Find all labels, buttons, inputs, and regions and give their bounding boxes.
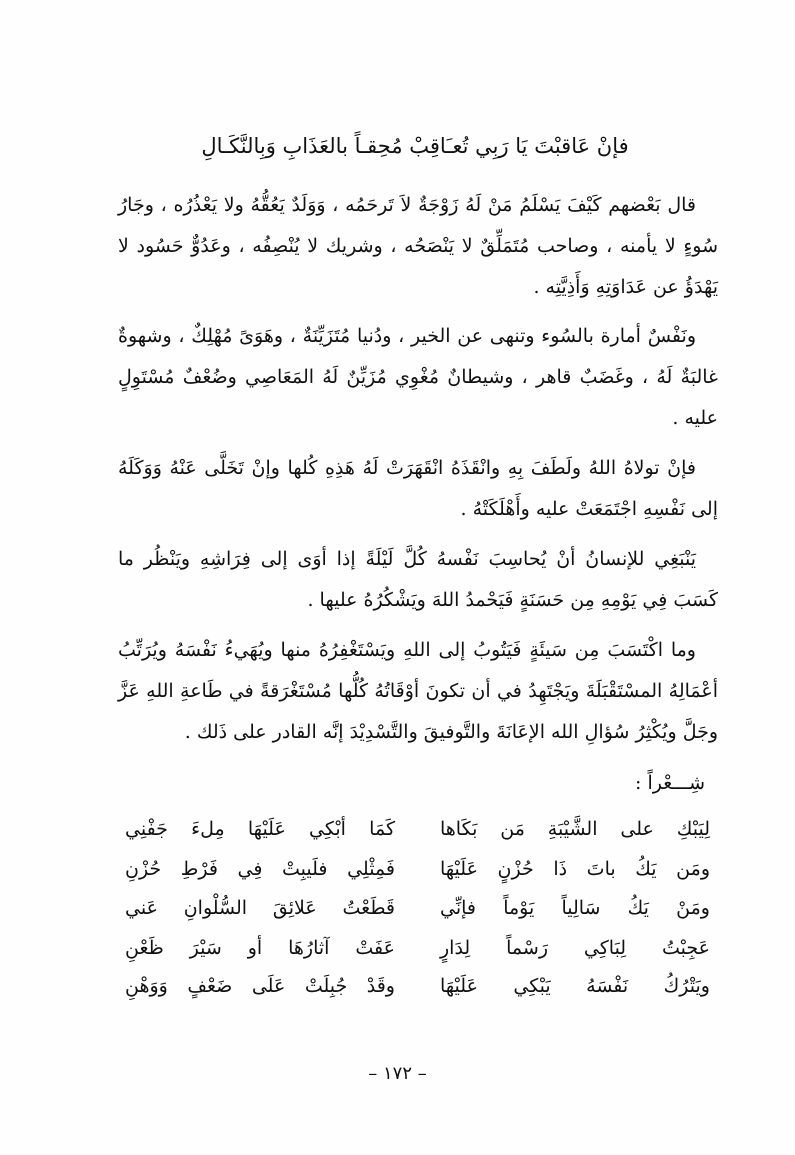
- poem-row: [125, 897, 710, 937]
- paragraph-4: يَنْبَغِي للإنسانُ أنْ يُحاسِبَ نَفْسهُ كُلَّ لَيْلَةً إذا أوَى إلى فِرَاشِهِ ويَنْظُر ما كَسَبَ فِي يَوْمِهِ مِن حَسَنَةٍ فَيَحْمدُ اللهَ ويَشْكُرُهُ عليها .: [118, 548, 718, 611]
- poem-hemistich-first: ومَنْ يَكُ سَالِياً يَوْماً فإنِّي: [440, 897, 710, 919]
- poem-hemistich-first: ويَتْرُكُ نَفْسَهُ يَبْكِي عَلَيْهَا: [440, 975, 710, 997]
- paragraph-5: وما اكْتَسَبَ مِن سَيئَةٍ فَيَتُوبُ إلى اللهِ ويَسْتَغْفِرُهُ منها ويُهَيءُ نَفْسَهُ ويُرَتِّبُ أعْمَالِهُ المسْتَقْبَلَةَ ويَجْتَهِدُ في أن تكونَ أوْقَاتُهُ كُلُّها مُسْتَغْرَقةً في طَاعةِ اللهِ عَزَّ وجَلَّ ويُكْثِرُ سُؤالِ الله الإعَانَةَ والتَّوفيقَ والتَّسْدِيْدَ إنَّه القادر على ذَلك .: [118, 639, 718, 743]
- poem-hemistich-second: قَطَعْتُ عَلائِقَ السُّلْوانِ عَني: [125, 897, 395, 919]
- paragraph-2: ونَفْسٌ أمارة بالسُوء وتنهى عن الخير ، ودُنيا مُتَزَيِّنَةٌ ، وهَوَىً مُهْلِكٌ ، وشهوةٌ غالبَةٌ لَهُ ، وغَضَبٌ قاهر ، وشيطانٌ مُغْوِي مُزَيِّنٌ لَهُ المَعَاصِي وضُعْفٌ مُسْتَوِلٍ عليه .: [118, 325, 718, 429]
- poem-hemistich-second: عَفَتْ آثارُهَا أو سَيْرَ ظَعْنِ: [125, 937, 395, 959]
- paragraph-3: فإنْ تولاهُ اللهُ ولَطَفَ بِهِ وانْقَذَهُ انْقَهَرَتْ لَهُ هَذِهِ كُلها وإنْ تَخَلَّى عَنْهُ وَوَكَلَهُ إلى نَفْسِهِ اجْتَمَعَتْ عليه وأَهْلَكَتْهُ .: [118, 457, 718, 520]
- poem-hemistich-second: كَمَا أبْكِي عَلَيْهَا مِلءَ جَفْنِي: [125, 818, 395, 840]
- poem-row: [125, 937, 710, 977]
- poem-hemistich-first: ومَن يَكُ باتَ ذَا حُزْنٍ عَلَيْهَا: [440, 858, 710, 880]
- page-number: – ١٧٢ –: [368, 1063, 427, 1084]
- poem-label: شِـــعْراً :: [635, 772, 705, 794]
- poem-hemistich-second: فَمِثْلِي فلَيبِتْ فِي فَرْطِ حُزْنِ: [125, 858, 395, 880]
- poem-row: [125, 858, 710, 898]
- poem-hemistich-first: عَجِبْتُ لِبَاكِي رَسْماً لِدَارٍ: [440, 937, 710, 959]
- poem-row: [125, 975, 710, 1015]
- poem-hemistich-first: لِيَبْكِ على الشَّيْبَةِ مَن بَكَاها: [440, 818, 710, 840]
- paragraph-1: قال بَعْضهم كَيْفَ يَسْلَمُ مَنْ لَهُ زَوْجَةٌ لاَ تَرحَمُه ، وَوَلَدٌ يَعُقُّهُ ولا يَعْذُرُه ، وجَارُ سُوءٍ لا يأمنه ، وصاحب مُتَمَلِّقٌ لا يَنْصَحُه ، وشريك لا يُنْصِفُه ، وعَدُوٌّ حَسُود لا يَهْدَؤُ عن عَدَاوَتِهِ وَأَذِيَّتِه .: [118, 194, 718, 298]
- poem-row: [125, 818, 710, 858]
- opening-verse: فإنْ عَاقبْتَ يَا رَبِي تُعـَاقِبْ مُحِقـاً بالعَذَابِ وَبِالنَّكَـالِ: [201, 134, 629, 158]
- poem-hemistich-second: وقَدْ جُبِلَتْ عَلَى ضَعْفٍ وَوَهْنِ: [125, 975, 395, 997]
